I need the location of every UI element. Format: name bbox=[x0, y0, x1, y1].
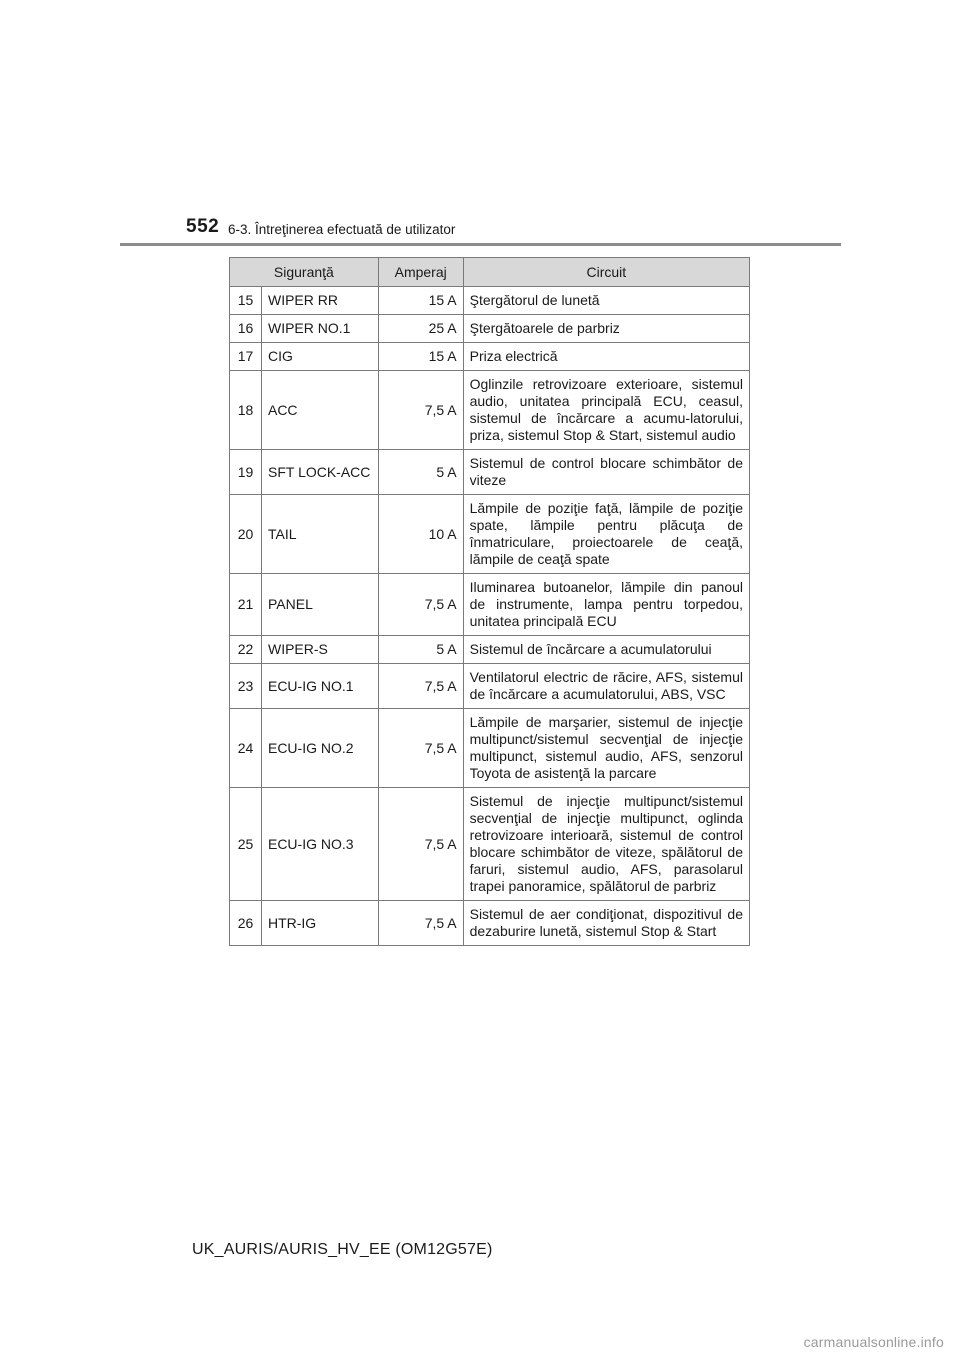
fuse-circuit: Lămpile de marşarier, sistemul de injecţie multipunct/sistemul secvenţial de injecţie multipunct, sistemul audio, AFS, senzorul Toyota de asistenţă la parcare bbox=[463, 709, 749, 788]
fuse-number: 18 bbox=[230, 371, 262, 450]
fuse-amperage: 7,5 A bbox=[378, 664, 463, 709]
fuse-amperage: 7,5 A bbox=[378, 788, 463, 901]
fuse-circuit: Lămpile de poziţie faţă, lămpile de poziţie spate, lămpile pentru plăcuţa de înmatriculare, proiectoarele de ceaţă, lămpile de ceaţă spate bbox=[463, 495, 749, 574]
table-row bbox=[230, 574, 750, 636]
footer-model-code: UK_AURIS/AURIS_HV_EE (OM12G57E) bbox=[192, 1241, 493, 1258]
fuse-name: WIPER RR bbox=[261, 287, 378, 315]
fuse-name: ECU-IG NO.3 bbox=[261, 788, 378, 901]
fuse-number: 17 bbox=[230, 343, 262, 371]
header-divider bbox=[120, 243, 841, 246]
table-row bbox=[230, 371, 750, 450]
fuse-amperage: 10 A bbox=[378, 495, 463, 574]
table-header-row bbox=[230, 258, 750, 287]
fuse-circuit: Ventilatorul electric de răcire, AFS, sistemul de încărcare a acumulatorului, ABS, VSC bbox=[463, 664, 749, 709]
fuse-circuit: Priza electrică bbox=[463, 343, 749, 371]
fuse-circuit: Sistemul de încărcare a acumulatorului bbox=[463, 636, 749, 664]
fuse-number: 21 bbox=[230, 574, 262, 636]
column-header-fuse: Siguranţă bbox=[230, 258, 379, 287]
fuse-amperage: 5 A bbox=[378, 450, 463, 495]
fuse-circuit: Sistemul de aer condiţionat, dispozitivul de dezaburire lunetă, sistemul Stop & Start bbox=[463, 901, 749, 946]
fuse-name: PANEL bbox=[261, 574, 378, 636]
fuse-circuit: Oglinzile retrovizoare exterioare, sistemul audio, unitatea principală ECU, ceasul, sistemul de încărcare a acumu-latorului, priza, sistemul Stop & Start, sistemul audio bbox=[463, 371, 749, 450]
fuse-number: 25 bbox=[230, 788, 262, 901]
table-row bbox=[230, 636, 750, 664]
fuse-number: 24 bbox=[230, 709, 262, 788]
fuse-amperage: 7,5 A bbox=[378, 709, 463, 788]
table-row bbox=[230, 788, 750, 901]
fuse-name: TAIL bbox=[261, 495, 378, 574]
fuse-name: CIG bbox=[261, 343, 378, 371]
table-row bbox=[230, 495, 750, 574]
section-title: 6-3. Întreţinerea efectuată de utilizator bbox=[228, 222, 456, 237]
fuse-circuit: Iluminarea butoanelor, lămpile din panoul de instrumente, lampa pentru torpedou, unitatea principală ECU bbox=[463, 574, 749, 636]
fuse-amperage: 5 A bbox=[378, 636, 463, 664]
table-row bbox=[230, 343, 750, 371]
fuse-number: 26 bbox=[230, 901, 262, 946]
table-row bbox=[230, 450, 750, 495]
table-row bbox=[230, 664, 750, 709]
table-row bbox=[230, 315, 750, 343]
column-header-circuit: Circuit bbox=[463, 258, 749, 287]
fuse-number: 20 bbox=[230, 495, 262, 574]
fuse-circuit: Ştergătorul de lunetă bbox=[463, 287, 749, 315]
fuse-name: HTR-IG bbox=[261, 901, 378, 946]
fuse-table bbox=[229, 257, 750, 946]
fuse-number: 15 bbox=[230, 287, 262, 315]
fuse-amperage: 7,5 A bbox=[378, 574, 463, 636]
fuse-amperage: 15 A bbox=[378, 287, 463, 315]
fuse-amperage: 15 A bbox=[378, 343, 463, 371]
watermark: carmanualsonline.info bbox=[803, 1334, 944, 1350]
fuse-name: ECU-IG NO.2 bbox=[261, 709, 378, 788]
fuse-amperage: 25 A bbox=[378, 315, 463, 343]
fuse-number: 23 bbox=[230, 664, 262, 709]
fuse-number: 22 bbox=[230, 636, 262, 664]
fuse-number: 16 bbox=[230, 315, 262, 343]
fuse-number: 19 bbox=[230, 450, 262, 495]
fuse-name: WIPER-S bbox=[261, 636, 378, 664]
fuse-circuit: Ştergătoarele de parbriz bbox=[463, 315, 749, 343]
column-header-amperage: Amperaj bbox=[378, 258, 463, 287]
table-row bbox=[230, 287, 750, 315]
fuse-circuit: Sistemul de injecţie multipunct/sistemul secvenţial de injecţie multipunct, oglinda retrovizoare interioară, sistemul de control blocare schimbător de viteze, spălătorul de faruri, sistemul audio, AFS, parasolarul trapei panoramice, spălătorul de parbriz bbox=[463, 788, 749, 901]
table-row bbox=[230, 709, 750, 788]
table-row bbox=[230, 901, 750, 946]
fuse-circuit: Sistemul de control blocare schimbător de viteze bbox=[463, 450, 749, 495]
fuse-name: WIPER NO.1 bbox=[261, 315, 378, 343]
page-number: 552 bbox=[186, 216, 220, 237]
fuse-name: SFT LOCK-ACC bbox=[261, 450, 378, 495]
fuse-name: ACC bbox=[261, 371, 378, 450]
fuse-amperage: 7,5 A bbox=[378, 371, 463, 450]
fuse-name: ECU-IG NO.1 bbox=[261, 664, 378, 709]
fuse-amperage: 7,5 A bbox=[378, 901, 463, 946]
